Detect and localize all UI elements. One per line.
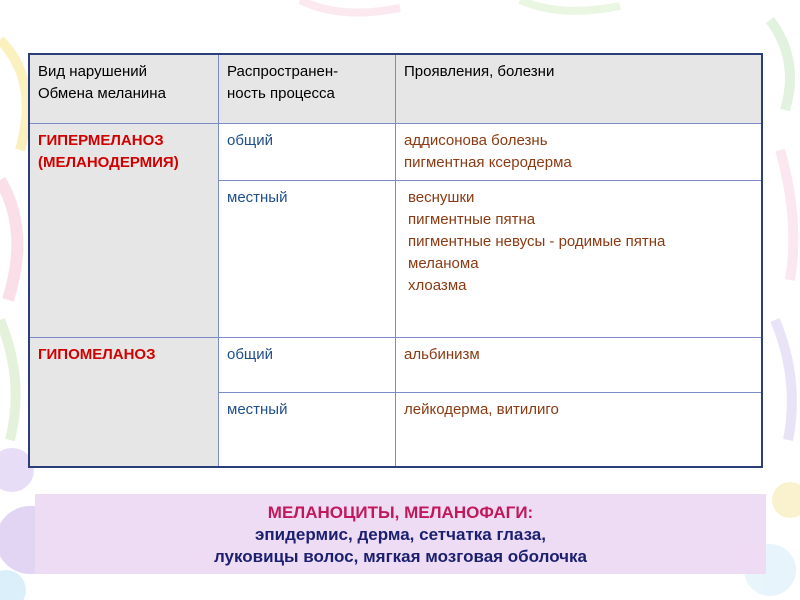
extent-cell xyxy=(219,338,396,393)
manifestations-cell xyxy=(396,181,763,338)
table-row xyxy=(29,338,762,393)
disorder-label: ГИПОМЕЛАНОЗ xyxy=(38,346,156,363)
manifestations-cell xyxy=(396,338,763,393)
manifestation-item: пигментные невусы - родимые пятна xyxy=(408,233,666,250)
table-row xyxy=(29,124,762,181)
manifestation-item: веснушки xyxy=(408,189,475,206)
manifestation-item: меланома xyxy=(408,255,479,272)
header-text: Проявления, болезни xyxy=(404,63,555,80)
melanocytes-caption-box xyxy=(35,494,766,574)
manifestation-item: альбинизм xyxy=(404,346,480,363)
header-text: Обмена меланина xyxy=(38,85,166,102)
extent-label: общий xyxy=(227,346,274,363)
header-text: Вид нарушений xyxy=(38,63,148,80)
disorder-cell-hypermelanosis xyxy=(29,124,219,338)
manifestation-item: пигментная ксеродерма xyxy=(404,154,572,171)
extent-label: местный xyxy=(227,401,288,418)
header-text: ность процесса xyxy=(227,85,335,102)
manifestation-item: аддисонова болезнь xyxy=(404,132,548,149)
disorder-label: (МЕЛАНОДЕРМИЯ) xyxy=(38,154,179,171)
extent-cell xyxy=(219,181,396,338)
extent-label: местный xyxy=(227,189,288,206)
table-header-row xyxy=(29,54,762,124)
manifestation-item: пигментные пятна xyxy=(408,211,536,228)
melanin-disorders-table-container xyxy=(28,53,763,468)
extent-cell xyxy=(219,124,396,181)
header-cell-disorder-type xyxy=(29,54,219,124)
header-cell-extent xyxy=(219,54,396,124)
melanin-disorders-table xyxy=(28,53,763,468)
manifestations-cell xyxy=(396,393,763,468)
header-cell-manifestations xyxy=(396,54,763,124)
manifestation-item: хлоазма xyxy=(408,277,467,294)
caption-line: эпидермис, дерма, сетчатка глаза, xyxy=(255,525,546,544)
extent-label: общий xyxy=(227,132,274,149)
manifestations-cell xyxy=(396,124,763,181)
manifestation-item: лейкодерма, витилиго xyxy=(404,401,559,418)
header-text: Распространен- xyxy=(227,63,339,80)
disorder-label: ГИПЕРМЕЛАНОЗ xyxy=(38,132,164,149)
disorder-cell-hypomelanosis xyxy=(29,338,219,468)
caption-line: луковицы волос, мягкая мозговая оболочка xyxy=(213,547,588,566)
caption-title: МЕЛАНОЦИТЫ, МЕЛАНОФАГИ: xyxy=(267,503,534,522)
extent-cell xyxy=(219,393,396,468)
